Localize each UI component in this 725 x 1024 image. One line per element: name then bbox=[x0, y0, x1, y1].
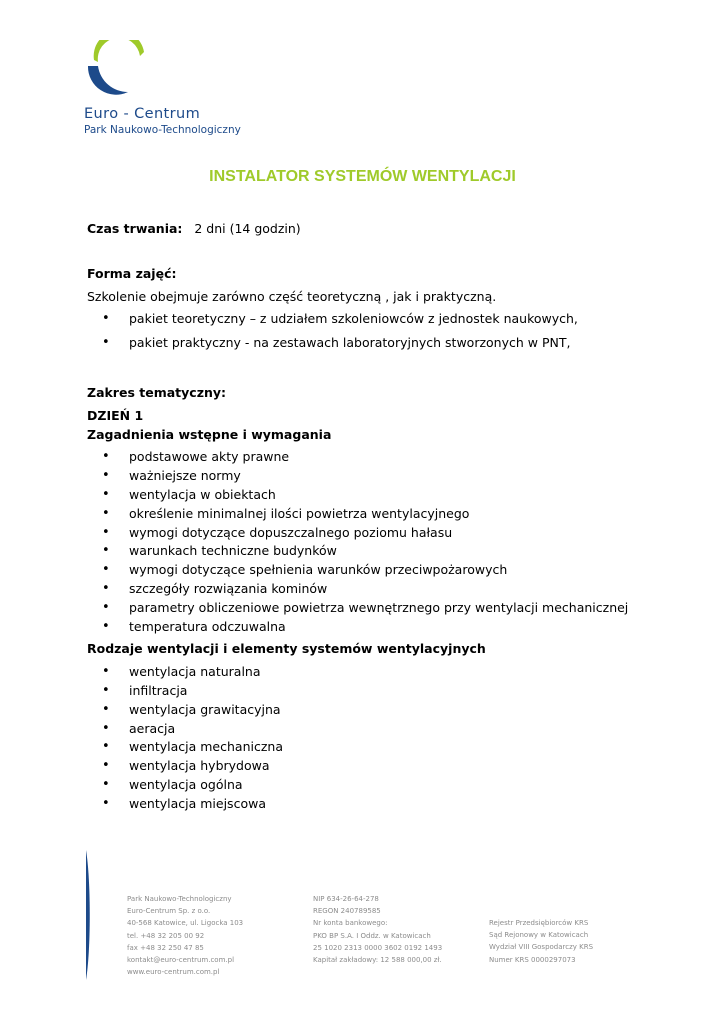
list-item: • wymogi dotyczące spełnienia warunków przeciwpożarowych bbox=[87, 561, 647, 580]
list-item: • podstawowe akty prawne bbox=[87, 448, 647, 467]
footer-registry bbox=[489, 917, 593, 966]
footer-line: PKO BP S.A. I Oddz. w Katowicach bbox=[313, 931, 431, 940]
list-item: • aeracja bbox=[87, 720, 647, 739]
footer-line: NIP 634-26-64-278 bbox=[313, 895, 379, 903]
logo-mark-icon bbox=[84, 40, 164, 104]
duration-row bbox=[87, 220, 647, 239]
footer-line: tel. +48 32 205 00 92 bbox=[127, 931, 205, 940]
list-item: • wentylacja grawitacyjna bbox=[87, 701, 647, 720]
form-text: Szkolenie obejmuje zarówno część teoretyczną , jak i praktyczną. bbox=[87, 288, 497, 304]
section-list bbox=[87, 663, 647, 813]
footer-line: Rejestr Przedsiębiorców KRS bbox=[489, 919, 589, 927]
section-list bbox=[87, 448, 647, 636]
footer-line: Park Naukowo-Technologiczny bbox=[127, 895, 232, 903]
footer-line: Numer KRS 0000297073 bbox=[489, 955, 576, 964]
list-item: • określenie minimalnej ilości powietrza wentylacyjnego bbox=[87, 505, 647, 524]
form-list bbox=[87, 310, 647, 353]
footer-line: Nr konta bankowego: bbox=[313, 919, 388, 928]
form-heading: Forma zajęć: bbox=[87, 265, 177, 281]
logo-name: Euro - Centrum bbox=[84, 106, 201, 122]
footer-website: www.euro-centrum.com.pl bbox=[127, 968, 220, 977]
company-logo bbox=[84, 40, 254, 140]
footer-line: REGON 240789585 bbox=[313, 907, 381, 916]
scope-heading: Zakres tematyczny: bbox=[87, 384, 227, 400]
duration-label: Czas trwania: bbox=[87, 221, 183, 236]
duration-value: 2 dni (14 godzin) bbox=[194, 221, 301, 236]
footer-address bbox=[127, 893, 243, 978]
list-item: • wentylacja hybrydowa bbox=[87, 757, 647, 776]
footer-line: fax +48 32 250 47 85 bbox=[127, 943, 204, 952]
list-item: • parametry obliczeniowe powietrza wewnętrznego przy wentylacji mechanicznej bbox=[87, 599, 647, 618]
footer-accent-bar-icon bbox=[86, 850, 94, 980]
footer-line: 25 1020 2313 0000 3602 0192 1493 bbox=[313, 943, 443, 952]
logo-subtitle: Park Naukowo-Technologiczny bbox=[84, 124, 241, 136]
list-item: • warunkach techniczne budynków bbox=[87, 542, 647, 561]
list-item: • temperatura odczuwalna bbox=[87, 618, 647, 637]
footer-line: Sąd Rejonowy w Katowicach bbox=[489, 931, 589, 940]
footer-line: Kapitał zakładowy: 12 588 000,00 zł. bbox=[313, 956, 442, 965]
list-item: • wymogi dotyczące dopuszczalnego poziomu hałasu bbox=[87, 524, 647, 543]
day-heading: DZIEŃ 1 bbox=[87, 407, 144, 423]
footer-line: 40-568 Katowice, ul. Ligocka 103 bbox=[127, 919, 244, 928]
section-heading: Rodzaje wentylacji i elementy systemów wentylacyjnych bbox=[87, 641, 486, 657]
list-item: • pakiet teoretyczny – z udziałem szkoleniowców z jednostek naukowych, bbox=[87, 310, 647, 329]
document-body bbox=[87, 220, 647, 814]
list-item: • wentylacja naturalna bbox=[87, 663, 647, 682]
section-heading: Zagadnienia wstępne i wymagania bbox=[87, 426, 332, 442]
list-item: • ważniejsze normy bbox=[87, 467, 647, 486]
footer-line: Euro-Centrum Sp. z o.o. bbox=[127, 907, 211, 916]
document-title: INSTALATOR SYSTEMÓW WENTYLACJI bbox=[209, 168, 516, 185]
list-item: • wentylacja w obiektach bbox=[87, 486, 647, 505]
list-item: • wentylacja mechaniczna bbox=[87, 738, 647, 757]
list-item: • wentylacja miejscowa bbox=[87, 795, 647, 814]
list-item: • infiltracja bbox=[87, 682, 647, 701]
list-item: • szczegóły rozwiązania kominów bbox=[87, 580, 647, 599]
footer-email: kontakt@euro-centrum.com.pl bbox=[127, 956, 235, 965]
footer-line: Wydział VIII Gospodarczy KRS bbox=[489, 943, 594, 952]
list-item: • wentylacja ogólna bbox=[87, 776, 647, 795]
list-item: • pakiet praktyczny - na zestawach laboratoryjnych stworzonych w PNT, bbox=[87, 334, 647, 353]
footer-company-ids bbox=[313, 893, 442, 966]
